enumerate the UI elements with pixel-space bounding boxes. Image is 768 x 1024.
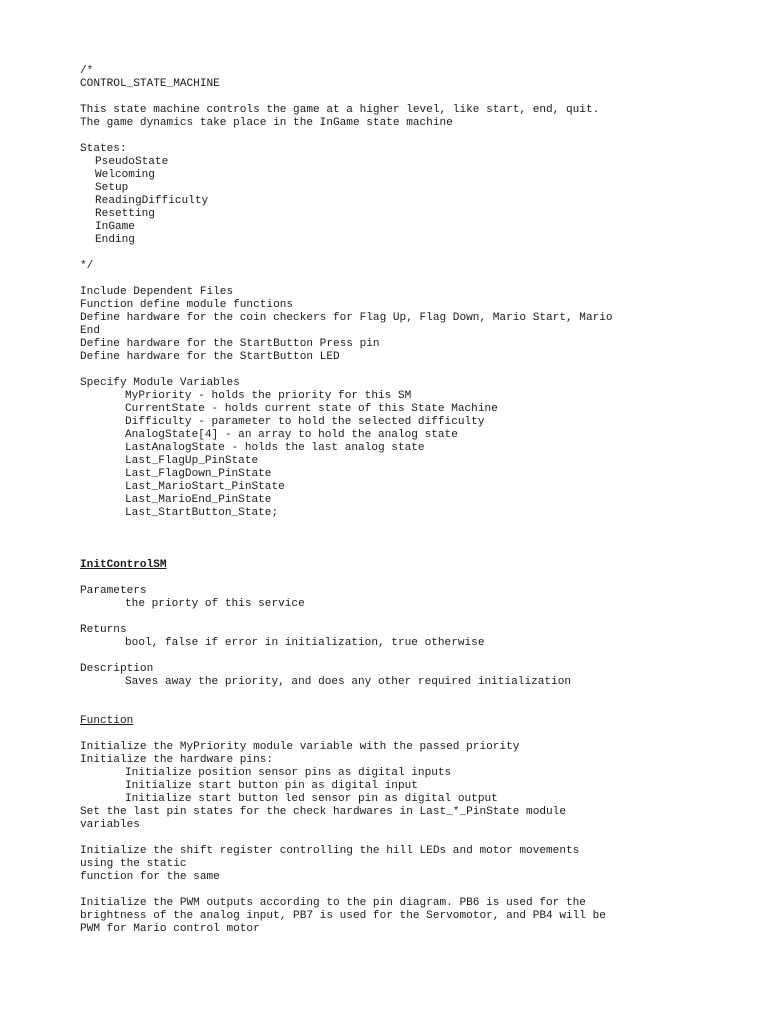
state-item: Setup: [95, 182, 129, 194]
returns-text: bool, false if error in initialization, true otherwise: [125, 637, 485, 649]
states-heading: States:: [80, 143, 127, 155]
function-step: function for the same: [80, 871, 220, 883]
module-name: CONTROL_STATE_MACHINE: [80, 78, 220, 90]
module-var-item: CurrentState - holds current state of this State Machine: [125, 403, 498, 415]
function-step: brightness of the analog input, PB7 is used for the Servomotor, and PB4 will be: [80, 910, 606, 922]
state-item: Ending: [95, 234, 135, 246]
include-line: End: [80, 325, 100, 337]
state-item: InGame: [95, 221, 135, 233]
module-description-line: The game dynamics take place in the InGame state machine: [80, 117, 453, 129]
function-step: Initialize the shift register controlling the hill LEDs and motor movements: [80, 845, 580, 857]
include-line: Define hardware for the StartButton LED: [80, 351, 340, 363]
include-line: Define hardware for the coin checkers for Flag Up, Flag Down, Mario Start, Mario: [80, 312, 613, 324]
function-step: PWM for Mario control motor: [80, 923, 260, 935]
function-section-label: Function: [80, 715, 134, 727]
description-label: Description: [80, 663, 154, 675]
module-description-line: This state machine controls the game at a higher level, like start, end, quit.: [80, 104, 600, 116]
function-substep: Initialize position sensor pins as digital inputs: [125, 767, 452, 779]
function-step: Initialize the MyPriority module variable with the passed priority: [80, 741, 520, 753]
module-var-item: LastAnalogState - holds the last analog state: [125, 442, 425, 454]
function-substep: Initialize start button led sensor pin as digital output: [125, 793, 498, 805]
module-var-item: Last_MarioEnd_PinState: [125, 494, 272, 506]
function-step: Initialize the PWM outputs according to the pin diagram. PB6 is used for the: [80, 897, 586, 909]
description-text: Saves away the priority, and does any other required initialization: [125, 676, 572, 688]
module-var-item: AnalogState[4] - an array to hold the analog state: [125, 429, 458, 441]
document-page: [80, 65, 740, 936]
module-var-item: Last_StartButton_State;: [125, 507, 279, 519]
module-var-item: Last_MarioStart_PinState: [125, 481, 285, 493]
returns-label: Returns: [80, 624, 127, 636]
state-item: Resetting: [95, 208, 155, 220]
module-vars-heading: Specify Module Variables: [80, 377, 240, 389]
function-title: InitControlSM: [80, 559, 167, 571]
module-var-item: Last_FlagDown_PinState: [125, 468, 272, 480]
comment-open: /*: [80, 65, 94, 77]
state-item: ReadingDifficulty: [95, 195, 209, 207]
state-item: PseudoState: [95, 156, 169, 168]
module-var-item: Difficulty - parameter to hold the selected difficulty: [125, 416, 485, 428]
include-line: Include Dependent Files: [80, 286, 234, 298]
include-line: Function define module functions: [80, 299, 294, 311]
parameters-label: Parameters: [80, 585, 147, 597]
comment-close: */: [80, 260, 94, 272]
function-step: using the static: [80, 858, 187, 870]
function-step: variables: [80, 819, 140, 831]
module-var-item: MyPriority - holds the priority for this SM: [125, 390, 412, 402]
function-step: Initialize the hardware pins:: [80, 754, 274, 766]
module-var-item: Last_FlagUp_PinState: [125, 455, 259, 467]
include-line: Define hardware for the StartButton Press pin: [80, 338, 380, 350]
function-substep: Initialize start button pin as digital input: [125, 780, 418, 792]
parameters-text: the priorty of this service: [125, 598, 305, 610]
function-step: Set the last pin states for the check hardwares in Last_*_PinState module: [80, 806, 566, 818]
state-item: Welcoming: [95, 169, 155, 181]
